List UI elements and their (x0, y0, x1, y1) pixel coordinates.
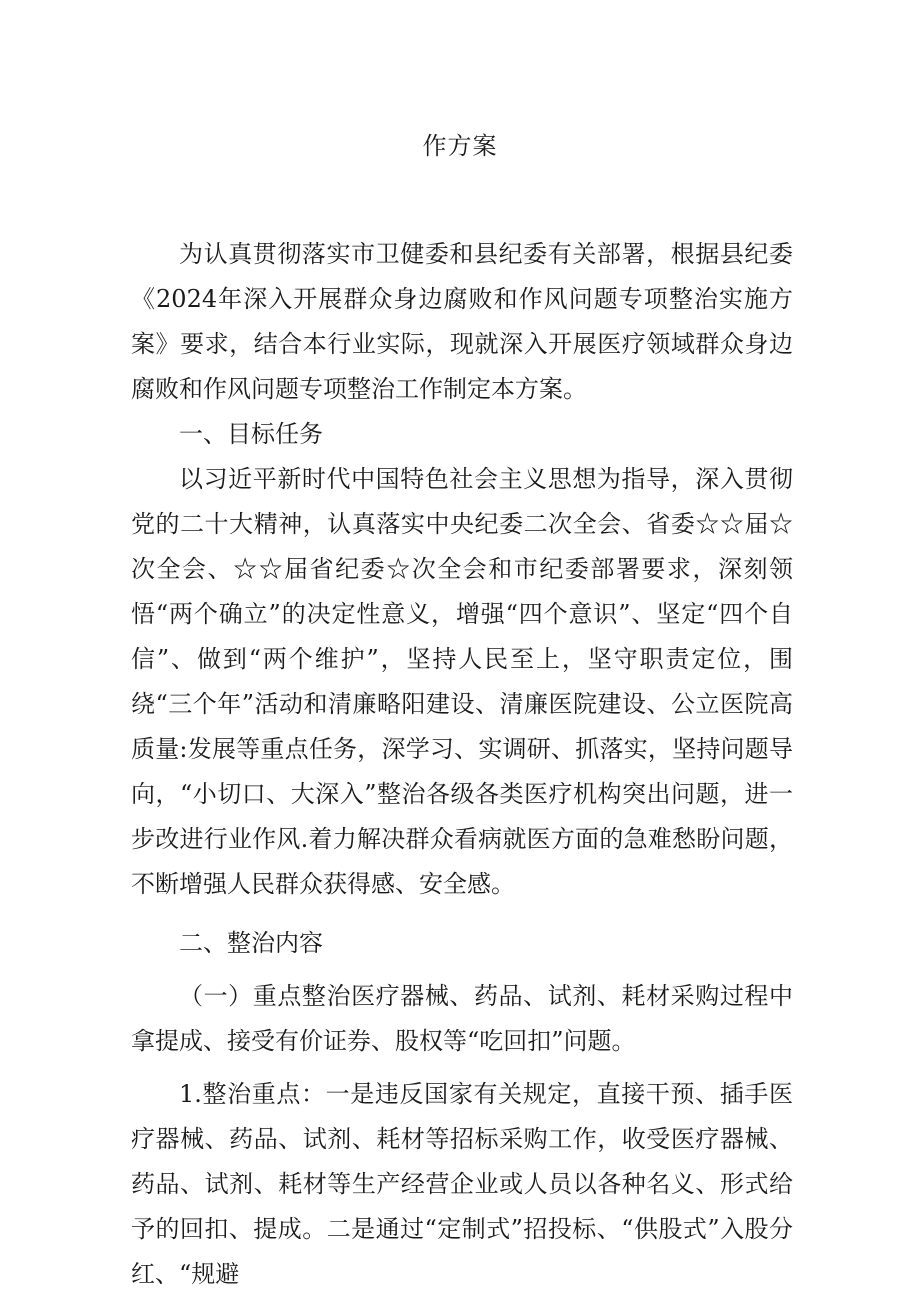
document-title: 作方案 (422, 132, 498, 160)
focus-paragraph-1: 1.整治重点：一是违反国家有关规定，直接干预、插手医疗器械、药品、试剂、耗材等招标采购工作，收受医疗器械、药品、试剂、耗材等生产经营企业或人员以各种名义、形式给予的回扣、提成。二是通过“定制式”招投标、“供股式”入股分红、“规避 (131, 1080, 793, 1288)
goals-paragraph: 以习近平新时代中国特色社会主义思想为指导，深入贯彻党的二十大精神，认真落实中央纪委二次全会、省委☆☆届☆次全会、☆☆届省纪委☆次全会和市纪委部署要求，深刻领悟“两个确立”的决定性意义，增强“四个意识”、坚定“四个自信”、做到“两个维护”，坚持人民至上，坚守职责定位，围绕“三个年”活动和清廉略阳建设、清廉医院建设、公立医院高质量:发展等重点任务，深学习、实调研、抓落实，坚持问题导向，“小切口、大深入”整治各级各类医疗机构突出问题，进一步改进行业作风.着力解决群众看病就医方面的急难愁盼问题，不断增强人民群众获得感、安全感。 (131, 465, 793, 898)
subsection-paragraph-1: （一）重点整治医疗器械、药品、试剂、耗材采购过程中拿提成、接受有价证券、股权等“吃回扣”问题。 (131, 982, 793, 1055)
intro-paragraph: 为认真贯彻落实市卫健委和县纪委有关部署，根据县纪委《2024年深入开展群众身边腐败和作风问题专项整治实施方案》要求，结合本行业实际，现就深入开展医疗领域群众身边腐败和作风问题专项整治工作制定本方案。 (131, 240, 793, 403)
section-heading-goals: 一、目标任务 (179, 420, 323, 448)
section-heading-content: 二、整治内容 (179, 929, 323, 957)
document-body (131, 232, 793, 1297)
